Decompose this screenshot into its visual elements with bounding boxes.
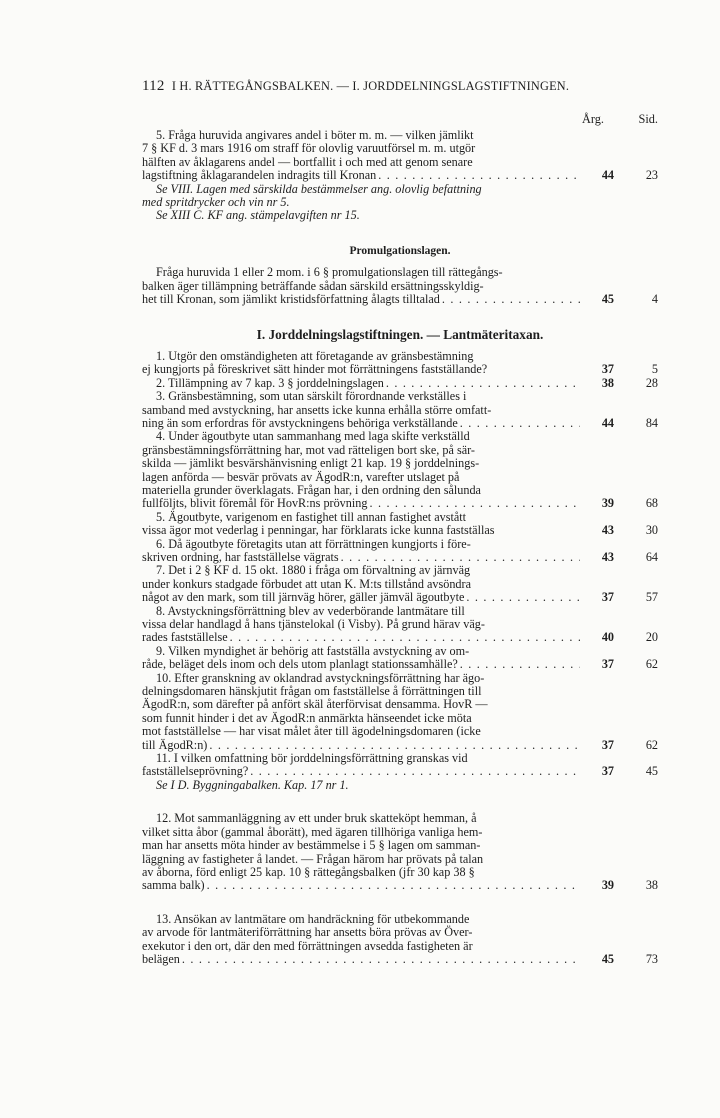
entry-text: 13. Ansökan av lantmätare om handräckning för utbekommande [156, 911, 470, 926]
entry-year: 45 [601, 951, 614, 966]
entry-13 [142, 913, 658, 967]
entry-2 [142, 377, 658, 390]
entry-year: 37 [601, 737, 614, 752]
entry-text: 7. Det i 2 § KF d. 15 okt. 1880 i fråga om förvaltning av järnväg [156, 563, 471, 578]
entry-text: 5. Ägoutbyte, varigenom en fastighet till annan fastighet avstått [156, 509, 467, 524]
entry-text: 4. Under ägoutbyte utan sammanhang med laga skifte verkställd [156, 429, 470, 444]
column-header-arg: Årg. [582, 112, 604, 126]
entry-text: samma balk) [142, 878, 205, 893]
dot-leader [250, 765, 580, 778]
entry-text: vilket sitta åbor (gammal åborätt), med ägaren tillhöriga vanliga hem- [142, 824, 483, 839]
column-header-sid: Sid. [638, 112, 658, 126]
entry-text: delningsdomaren hänskjutit frågan om fastställelse å förrättningen till [142, 684, 482, 699]
dot-leader [466, 591, 580, 604]
entry-page: 23 [645, 168, 658, 183]
entry-page: 84 [645, 415, 658, 430]
entry-page: 5 [651, 362, 658, 377]
entry-text: som funnit hinder i det av ÄgodR:n anmärkta hänseendet icke möta [142, 710, 472, 725]
entry-text: råde, beläget dels inom och dels utom planlagt stationssamhälle? [142, 657, 458, 672]
entry-12 [142, 812, 658, 892]
entry-year: 44 [601, 168, 614, 183]
dot-leader [460, 417, 580, 430]
entry-page: 20 [645, 630, 658, 645]
entry-text: samband med avstyckning, har ansetts icke kunna erhålla större omfatt- [142, 402, 492, 417]
entry-text: gränsbestämningsförrättning har, mot vad rätteligen bort ske, på sär- [142, 442, 475, 457]
entry-6 [142, 538, 658, 565]
entry-text: 8. Avstyckningsförrättning blev av vederbörande lantmätare till [156, 603, 465, 618]
dot-leader [341, 551, 580, 564]
page-number: 112 [142, 78, 165, 94]
entry-text: 5. Fråga huruvida angivares andel i böter m. m. — vilken jämlikt [156, 128, 474, 142]
entry-text: vissa ägor mot vederlag i penningar, har förklarats icke kunna fastställas [142, 523, 495, 538]
entry-text: lagen anförda — besvär prövats av ÄgodR:n, varefter utslaget på [142, 469, 460, 484]
entry-1 [142, 350, 658, 377]
cross-reference: Se VIII. Lagen med särskilda bestämmelser ang. olovlig befattning [156, 181, 482, 196]
entry-5-angivare [142, 129, 658, 183]
dot-leader [182, 953, 580, 966]
entry-page: 4 [651, 292, 658, 307]
entry-text: av åborna, förd enligt 25 kap. 10 § rättegångsbalken (jfr 30 kap 38 § [142, 864, 475, 879]
entry-year: 40 [601, 630, 614, 645]
entry-text: exekutor i den ort, där den med förrättningen avsedda fastigheten är [142, 938, 473, 953]
dot-leader [209, 739, 580, 752]
entry-text: 6. Då ägoutbyte företagits utan att förrättningen kungjorts i före- [156, 536, 471, 551]
dot-leader [378, 169, 580, 182]
entry-3 [142, 390, 658, 430]
entry-text: lagstiftning åklagarandelen indragits till Kronan [142, 168, 377, 183]
dot-leader [207, 879, 580, 892]
entry-text: 7 § KF d. 3 mars 1916 om straff för olovlig varuutförsel m. m. utgör [142, 141, 476, 156]
entry-year: 37 [601, 657, 614, 672]
entry-promulgation [142, 266, 658, 306]
entry-text: materiella grunder överklagats. Frågan har, i den ordning den sålunda [142, 482, 481, 497]
entry-year: 37 [601, 590, 614, 605]
spacer [142, 792, 658, 812]
dot-leader [369, 497, 580, 510]
entry-10 [142, 672, 658, 752]
entry-text: 3. Gränsbestämning, som utan särskilt förordnande verkställes i [156, 389, 467, 404]
entry-text: fastställelseprövning? [142, 764, 249, 779]
entry-4 [142, 430, 658, 510]
entry-text: 9. Vilken myndighet är behörig att fastställa avstyckning av om- [156, 643, 470, 658]
spacer [142, 893, 658, 913]
entry-text: till ÄgodR:n) [142, 737, 208, 752]
entry-text: mot fastställelse — har visat målet åter till ägodelningsdomaren (icke [142, 724, 481, 739]
entry-text: ÄgodR:n, som därefter på anfört skäl återförvisat densamma. HovR — [142, 697, 488, 712]
entry-11 [142, 752, 658, 779]
cross-reference: Se I D. Byggningabalken. Kap. 17 nr 1. [156, 777, 349, 792]
entry-text: något av den mark, som till järnväg hörer, gäller jämväl ägoutbyte [142, 590, 465, 605]
entry-text: 10. Efter granskning av oklandrad avstyckningsförrättning har ägo- [156, 670, 485, 685]
entry-text: skilda — jämlikt besvärshänvisning enligt 21 kap. 19 § jorddelnings- [142, 456, 480, 471]
entry-7 [142, 564, 658, 604]
entry-year: 39 [601, 878, 614, 893]
entry-page: 64 [645, 549, 658, 564]
entry-text: Fråga huruvida 1 eller 2 mom. i 6 § promulgationslagen till rättegångs- [156, 265, 503, 280]
entry-5 [142, 511, 658, 538]
entry-text: ning än som erfordras för avstyckningens behöriga verkställande [142, 415, 458, 430]
entry-text: 12. Mot sammanläggning av ett under bruk skatteköpt hemman, å [156, 811, 477, 826]
entry-page: 30 [645, 523, 658, 538]
entry-text: läggning av fastigheter å landet. — Frågan härom har prövats på talan [142, 851, 484, 866]
entry-text: belägen [142, 951, 180, 966]
entry-text: 1. Utgör den omständigheten att företagande av gränsbestämning [156, 348, 474, 363]
index-content [142, 129, 658, 966]
entry-page: 28 [645, 375, 658, 390]
entry-page: 68 [645, 496, 658, 511]
entry-page: 73 [645, 951, 658, 966]
entry-year: 43 [601, 523, 614, 538]
entry-year: 38 [601, 375, 614, 390]
running-header [142, 80, 620, 93]
entry-9 [142, 645, 658, 672]
entry-text: balken äger tillämpning beträffande sådan särskild ersättningsskyldig- [142, 278, 484, 293]
entry-text: av arvode för lantmäteriförrättning har ansetts böra prövas av Över- [142, 925, 473, 940]
entry-year: 45 [601, 292, 614, 307]
entry-text: fullföljts, blivit föremål för HovR:ns prövning [142, 496, 368, 511]
entry-text: man har ansetts möta hinder av bestämmelse i 5 § lagen om samman- [142, 838, 481, 853]
dot-leader [230, 631, 580, 644]
entry-year: 39 [601, 496, 614, 511]
entry-text: het till Kronan, som jämlikt kristidsförfattning ålagts tilltalad [142, 292, 440, 307]
entry-page: 38 [645, 878, 658, 893]
header-title: I H. RÄTTEGÅNGSBALKEN. — I. JORDDELNINGSLAGSTIFTNINGEN. [171, 79, 570, 93]
entry-text: vissa delar handlagd å hans tjänstelokal (i Visby). På grund härav väg- [142, 617, 485, 631]
entry-text: rades fastställelse [142, 630, 228, 645]
subheading-promulgation: Promulgationslagen. [349, 244, 451, 257]
entry-text: under konkurs stadgade förbudet att utan K. M:ts tillstånd avsöndra [142, 576, 471, 591]
entry-text: hälften av åklagarens andel — bortfallit i och med att genom senare [142, 154, 473, 169]
entry-page: 62 [645, 657, 658, 672]
entry-year: 37 [601, 362, 614, 377]
dot-leader [442, 293, 580, 306]
entry-year: 43 [601, 549, 614, 564]
dot-leader [386, 377, 580, 390]
entry-page: 62 [645, 737, 658, 752]
entry-text: 2. Tillämpning av 7 kap. 3 § jorddelningslagen [156, 375, 384, 390]
dot-leader [460, 658, 580, 671]
entry-page: 45 [645, 764, 658, 779]
cross-reference: Se XIII C. KF ang. stämpelavgiften nr 15. [156, 208, 360, 223]
column-headers [582, 113, 658, 127]
entry-text: ej kungjorts på föreskrivet sätt hinder mot förrättningens fastställande? [142, 362, 488, 377]
entry-year: 37 [601, 764, 614, 779]
entry-text: 11. I vilken omfattning bör jorddelningsförrättning granskas vid [156, 751, 468, 766]
section-heading: I. Jorddelningslagstiftningen. — Lantmäteritaxan. [256, 327, 544, 343]
entry-text: skriven ordning, har fastställelse vägrats [142, 549, 339, 564]
entry-page: 57 [645, 590, 658, 605]
entry-year: 44 [601, 415, 614, 430]
cross-reference: med spritdrycker och vin nr 5. [142, 195, 290, 210]
entry-8 [142, 605, 658, 645]
